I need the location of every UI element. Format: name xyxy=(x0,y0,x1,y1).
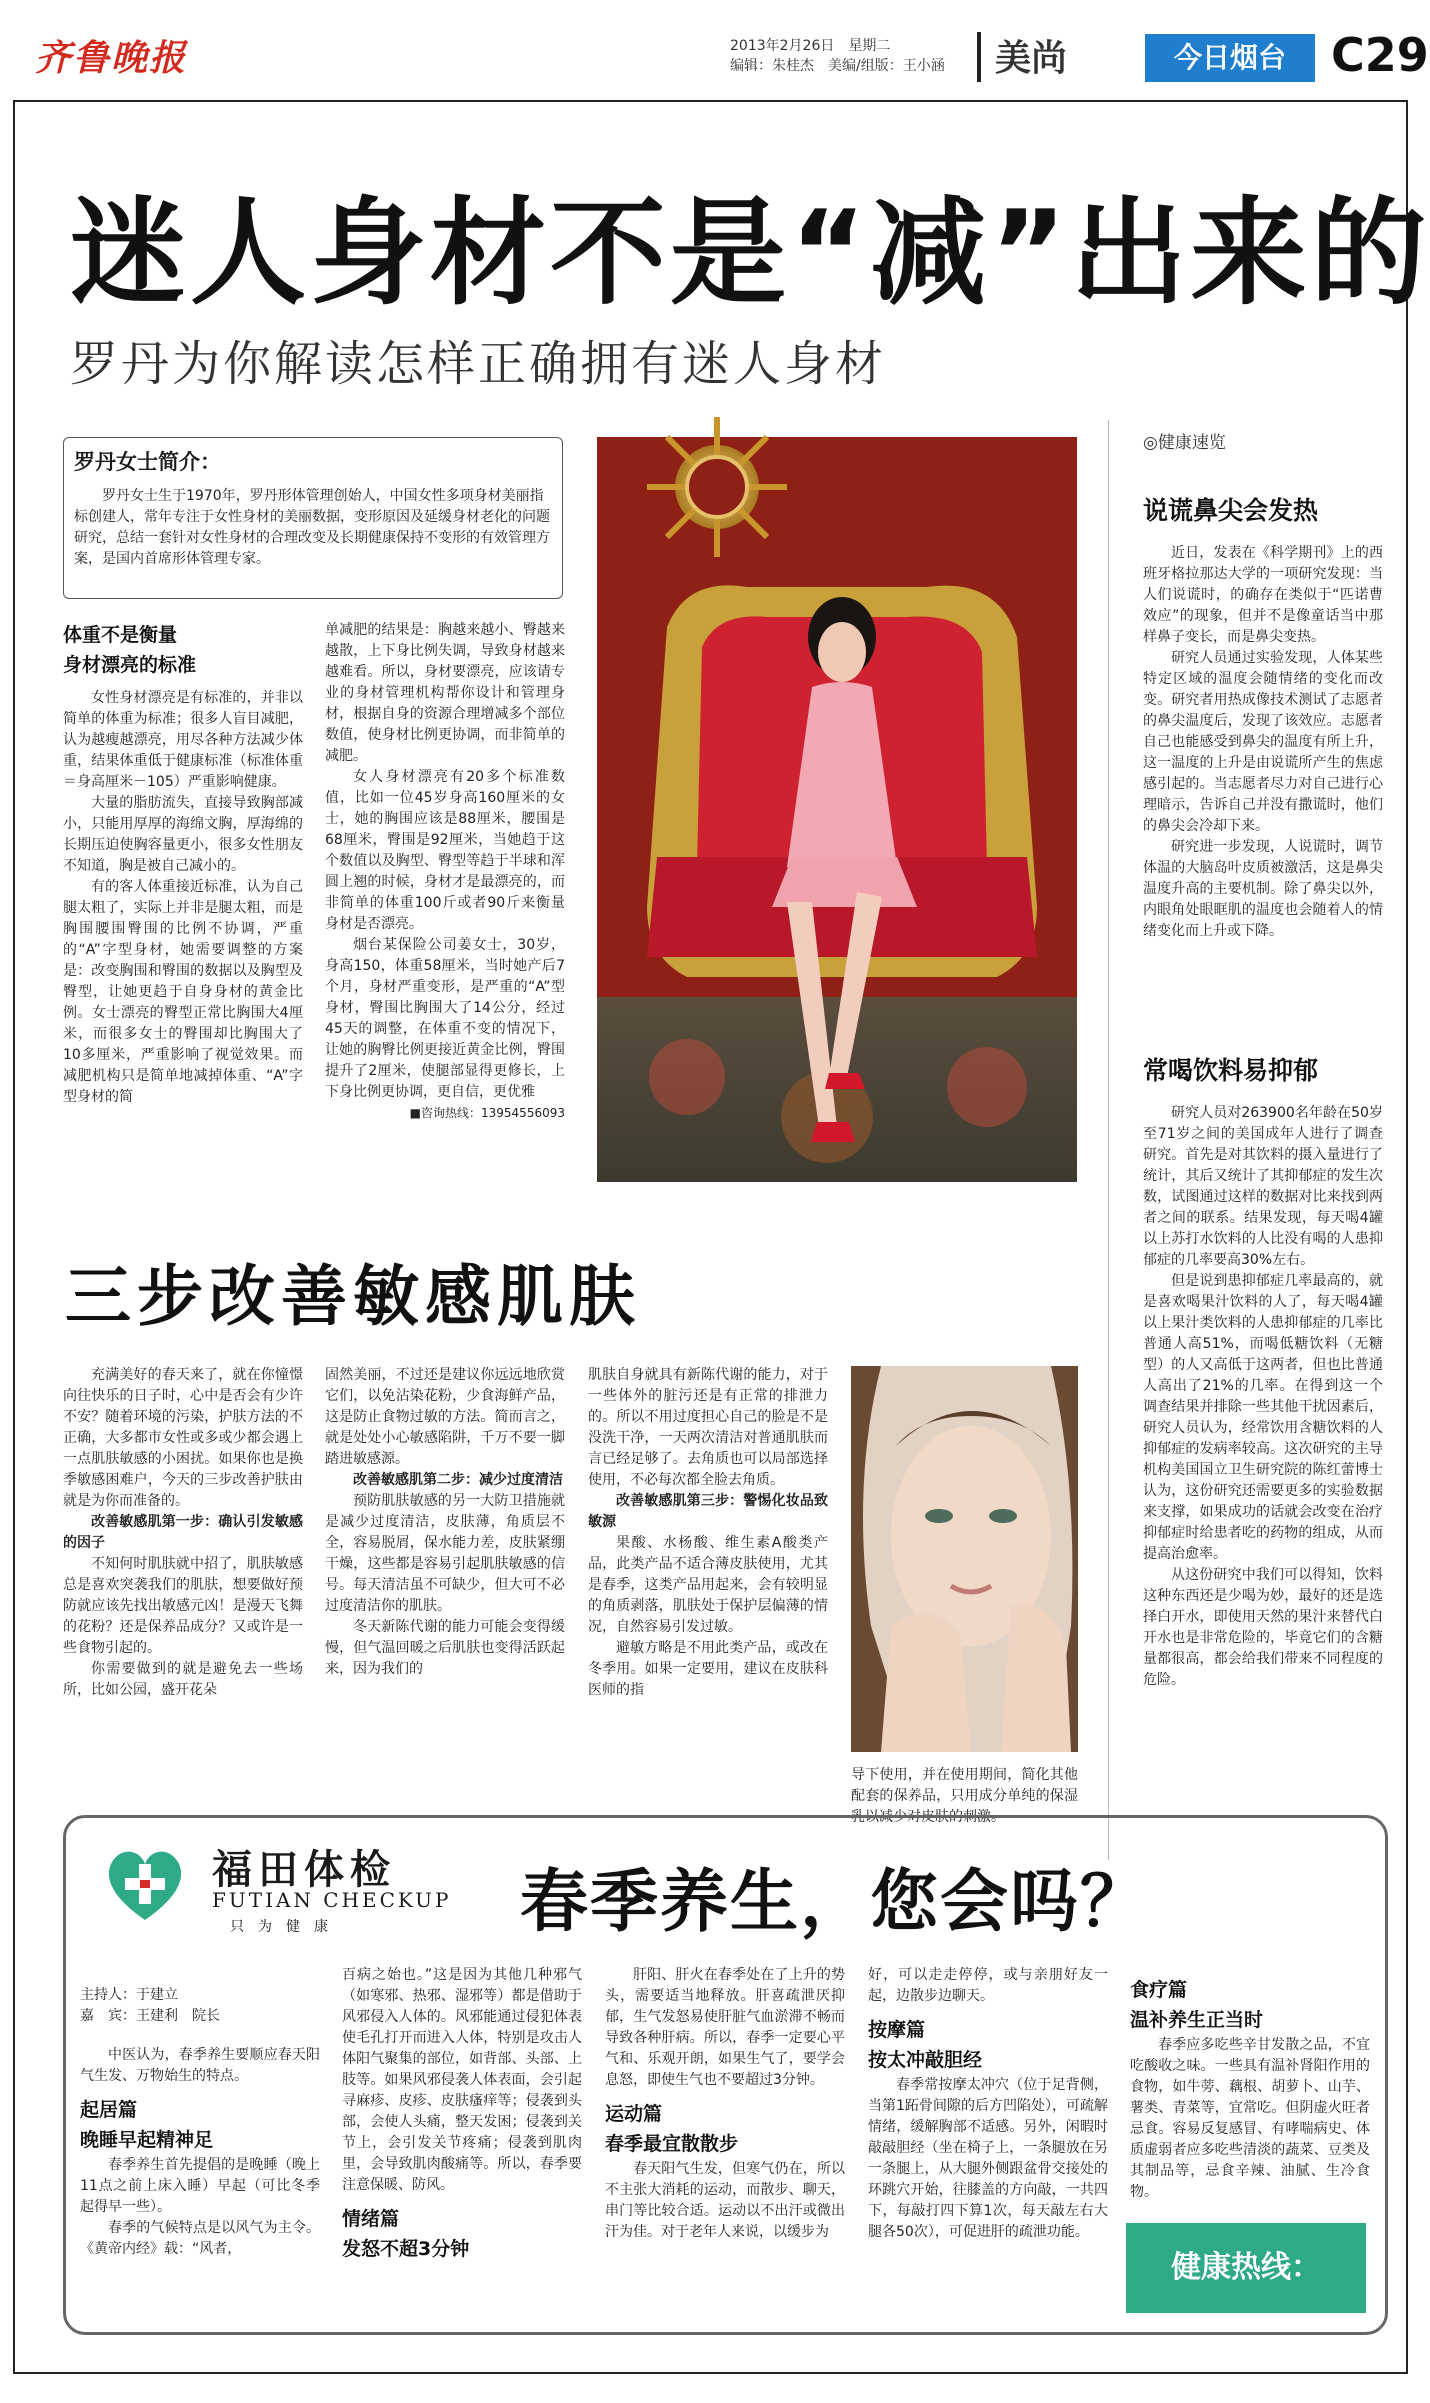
date: 2013年2月26日 星期二 xyxy=(730,38,891,54)
paragraph: 导下使用，并在使用期间，简化其他配套的保养品，只用成分单纯的保湿乳以减少对皮肤的刺激。 xyxy=(851,1767,1078,1825)
health-hotline-badge: 健康热线：6872222 xyxy=(1126,2223,1366,2313)
step-heading: 改善敏感肌第三步：警惕化妆品致敏源 xyxy=(588,1493,828,1530)
brand-name-cn: 福田体检 xyxy=(212,1847,396,1893)
ad-section-title: 按太冲敲胆经 xyxy=(868,2049,983,2071)
divider xyxy=(977,32,981,82)
step-heading: 改善敏感肌第二步：减少过度清洁 xyxy=(353,1472,563,1488)
masthead xyxy=(35,28,1429,92)
step-heading: 改善敏感肌第一步：确认引发敏感的因子 xyxy=(63,1514,303,1551)
paragraph: 肝阳、肝火在春季处在了上升的势头，需要适当地释放。肝喜疏泄厌抑郁，生气发怒易使肝脏气血淤滞不畅而导致各种肝病。所以，春季一定要心平气和、乐观开朗，如果生气了，要学会息怒，即使生气也不要超过3分钟。 xyxy=(605,1967,845,2088)
intro-title: 罗丹女士简介： xyxy=(74,450,221,474)
throne-portrait-image xyxy=(597,437,1077,1182)
paragraph: 春季常按摩太冲穴（位于足背侧，当第1跖骨间隙的后方凹陷处），可疏解情绪，缓解胸部不适感。另外，闲暇时敲敲胆经（坐在椅子上，一条腿放在另一条腿上，从大腿外侧跟盆骨交接处的环跳穴开始，往膝盖的方向敲，一共四下，每敲打四下算1次，每天敲左右大腿各50次），可促进肝的疏泄功能。 xyxy=(868,2077,1108,2240)
article1-col2 xyxy=(325,620,565,1124)
story-heading: 常喝饮料易抑郁 xyxy=(1143,1056,1319,1085)
heart-cross-icon xyxy=(100,1838,190,1928)
sidebar-story1 xyxy=(1143,496,1383,942)
subheadline: 罗丹为你解读怎样正确拥有迷人身材 xyxy=(70,336,887,392)
ad-section-title: 发怒不超3分钟 xyxy=(342,2238,470,2260)
ad-section-tag: 情绪篇 xyxy=(342,2208,400,2230)
brand-name-en: FUTIAN CHECKUP xyxy=(212,1888,452,1912)
ad-title: 春季养生，您会吗？ xyxy=(520,1863,1151,1942)
ad-section-title: 温补养生正当时 xyxy=(1130,2009,1264,2031)
newspaper-logo: 齐鲁晚报 xyxy=(35,37,188,79)
paragraph: 研究人员通过实验发现，人体某些特定区域的温度会随情绪的变化而改变。研究者用热成像技术测试了志愿者的鼻尖温度后，发现了该效应。志愿者自己也能感受到鼻尖的温度有所上升，这一温度的上升是由说谎所产生的焦虑感引起的。当志愿者尽力对自己进行心理暗示，告诉自己并没有撒谎时，他们的鼻尖会冷却下来。 xyxy=(1143,650,1383,834)
paragraph: 烟台某保险公司姜女士，30岁，身高150，体重58厘米，当时她产后7个月，身材严重变形，是严重的“A”型身材，臀围比胸围大了14公分，经过45天的调整，在体重不变的情况下，让她的胸臀比例更接近黄金比例，臀围提升了2厘米，使腿部显得更修长，上下身比例更协调，更自信，更优雅 xyxy=(325,937,565,1100)
paragraph: 近日，发表在《科学期刊》上的西班牙格拉那达大学的一项研究发现：当人们说谎时，的确存在类似于“匹诺曹效应”的现象，但并不是像童话当中那样鼻子变长，而是鼻尖变热。 xyxy=(1143,545,1383,645)
intro-box xyxy=(63,437,563,599)
date-line xyxy=(730,36,945,76)
page-number: C29 xyxy=(1331,28,1429,82)
paragraph: 大量的脂肪流失，直接导致胸部减小，只能用厚厚的海绵文胸，厚海绵的长期压迫使胸容量更小，很多女性朋友不知道，胸是被自己减小的。 xyxy=(63,795,303,874)
intro-text: 罗丹女士生于1970年，罗丹形体管理创始人，中国女性多项身材美丽指标创建人，常年专注于女性身材的美丽数据，变形原因及延缓身材老化的问题研究，总结一套针对女性身材的合理改变及长期健康保持不变形的有效管理方案，是国内首席形体管理专家。 xyxy=(74,488,550,567)
paragraph: 中医认为，春季养生要顺应春天阳气生发、万物始生的特点。 xyxy=(80,2047,320,2084)
paragraph: 避敏方略是不用此类产品，或改在冬季用。如果一定要用，建议在皮肤科医师的指 xyxy=(588,1640,828,1698)
ad-section-title: 晚睡早起精神足 xyxy=(80,2129,214,2151)
paragraph: 冬天新陈代谢的能力可能会变得缓慢，但气温回暖之后肌肤也变得活跃起来，因为我们的 xyxy=(325,1619,565,1677)
paragraph: 研究进一步发现，人说谎时，调节体温的大脑岛叶皮质被激活，这是鼻尖温度升高的主要机制。除了鼻尖以外，内眼角处眼眶肌的温度也会随着人的情绪变化而上升或下降。 xyxy=(1143,839,1383,939)
sidebar-story2 xyxy=(1143,1056,1383,1691)
article1-col1 xyxy=(63,620,303,1108)
ad-col5 xyxy=(1130,1975,1370,2203)
paragraph: 但是说到患抑郁症几率最高的，就是喜欢喝果汁饮料的人了，每天喝4罐以上果汁类饮料的人患抑郁症的几率比普通人高51%，而喝低糖饮料（无糖型）的人又高低于这两者，但也比普通人高出了21%的几率。在得到这一个调查结果并排除一些其他干扰因素后，研究人员认为，经常饮用含糖饮料的人抑郁症的发病率较高。这次研究的主导机构美国国立卫生研究院的陈红蕾博士认为，这份研究还需要更多的实验数据来支撑，如果成功的话就会改变在治疗抑郁症时给患者吃的药物的组成，从而提高治愈率。 xyxy=(1143,1273,1383,1562)
consult-hotline: ■咨询热线：13954556093 xyxy=(409,1106,565,1120)
article2-col2 xyxy=(325,1365,565,1680)
ad-col3 xyxy=(605,1965,845,2243)
ad-col4 xyxy=(868,1965,1108,2243)
paragraph: 有的客人体重接近标准，认为自己腿太粗了，实际上并非是腿太粗，而是胸围腰围臀围的比例不协调，严重的“A”字型身材，她需要调整的方案是：改变胸围和臀围的数据以及胸型及臀型，让她更趋于自身身材的黄金比例。女士漂亮的臀型正常比胸围大4厘米，而很多女士的臀围却比胸围大了10多厘米，严重影响了视觉效果。而减肥机构只是简单地减掉体重、“A”字型身材的简 xyxy=(63,879,303,1105)
paragraph: 女性身材漂亮是有标准的，并非以简单的体重为标准；很多人盲目减肥，认为越瘦越漂亮，用尽各种方法减少体重，结果体重低于健康标准（标准体重＝身高厘米－105）严重影响健康。 xyxy=(63,690,303,790)
guest-line: 嘉 宾：王建利 院长 xyxy=(80,2008,220,2024)
paragraph: 预防肌肤敏感的另一大防卫措施就是减少过度清洁，皮肤薄，角质层不全，容易脱屑，保水能力差，皮肤紧绷干燥，这些都是容易引起肌肤敏感的信号。每天清洁虽不可缺少，但大可不必过度清洁你的肌肤。 xyxy=(325,1493,565,1614)
article1-heading-a: 体重不是衡量 xyxy=(63,624,178,646)
photo-model-face xyxy=(851,1366,1078,1752)
section-name: 美尚 xyxy=(995,38,1068,79)
editors: 编辑：朱桂杰 美编/组版：王小涵 xyxy=(730,58,945,74)
ad-col2 xyxy=(342,1965,582,2264)
channel-chip: 今日烟台 xyxy=(1145,34,1315,82)
brand-slogan: 只 为 健 康 xyxy=(230,1919,328,1935)
paragraph: 女人身材漂亮有20多个标准数值，比如一位45岁身高160厘米的女士，她的胸围应该是88厘米，腰围是68厘米，臀围是92厘米，当她趋于这个数值以及胸型、臀型等趋于半球和浑圆上翘的时候，身材才是最漂亮的，而非简单的体重100斤或者90斤来衡量身材是否漂亮。 xyxy=(325,769,565,932)
ad-section-tag: 起居篇 xyxy=(80,2099,138,2121)
article2-col1 xyxy=(63,1365,303,1701)
paragraph: 好，可以走走停停，或与亲朋好友一起，边散步边聊天。 xyxy=(868,1967,1108,2004)
story-heading: 说谎鼻尖会发热 xyxy=(1143,496,1319,525)
paragraph: 你需要做到的就是避免去一些场所，比如公园，盛开花朵 xyxy=(63,1661,303,1698)
article1-heading-b: 身材漂亮的标准 xyxy=(63,654,197,676)
paragraph: 固然美丽，不过还是建议你远远地欣赏它们，以免沾染花粉，少食海鲜产品，这是防止食物过敏的方法。简而言之，就是处处小心敏感陷阱，千万不要一脚踏进敏感源。 xyxy=(325,1367,565,1467)
sidebar-tag: ◎健康速览 xyxy=(1143,433,1226,453)
paragraph: 春季养生首先提倡的是晚睡（晚上11点之前上床入睡）早起（可比冬季起得早一些）。 xyxy=(80,2157,320,2215)
paragraph: 不知何时肌肤就中招了，肌肤敏感总是喜欢突袭我们的肌肤，想要做好预防就应该先找出敏感元凶！是漫天飞舞的花粉？还是保养品成分？又或许是一些食物引起的。 xyxy=(63,1556,303,1656)
model-face-image xyxy=(851,1366,1078,1752)
paragraph: 肌肤自身就具有新陈代谢的能力，对于一些体外的脏污还是有正常的排泄力的。所以不用过度担心自己的脸是不是没洗干净，一天两次清洁对普通肌肤而言已经足够了。去角质也可以局部选择使用，不必每次都全脸去角质。 xyxy=(588,1367,828,1488)
paragraph: 单减肥的结果是：胸越来越小、臀越来越散，上下身比例失调，导致身材越来越难看。所以，身材要漂亮，应该请专业的身材管理机构帮你设计和管理身材，根据自身的资源合理增减多个部位数值，使身材比例更协调，而非简单的减肥。 xyxy=(325,622,565,764)
paragraph: 从这份研究中我们可以得知，饮料这种东西还是少喝为妙，最好的还是选择白开水，即使用天然的果汁来替代白开水也是非常危险的，毕竟它们的含糖量都很高，都会给我们带来不同程度的危险。 xyxy=(1143,1567,1383,1688)
ad-section-tag: 按摩篇 xyxy=(868,2019,926,2041)
paragraph: 春季的气候特点是以风气为主令。《黄帝内经》载：“风者， xyxy=(80,2220,320,2257)
ad-col1 xyxy=(80,1985,320,2260)
paragraph: 春季应多吃些辛甘发散之品，不宜吃酸收之味。一些具有温补肾阳作用的食物，如牛蒡、藕根、胡萝卜、山芋、薯类、青菜等，宜常吃。但阴虚火旺者忌食。容易反复感冒、有哮喘病史、体质虚弱者应多吃些清淡的蔬菜、豆类及其制品等，忌食辛辣、油腻、生冷食物。 xyxy=(1130,2037,1370,2200)
article2-col3 xyxy=(588,1365,828,1701)
paragraph: 百病之始也。”这是因为其他几种邪气（如寒邪、热邪、湿邪等）都是借助于风邪侵入人体的。风邪能通过侵犯体表使毛孔打开而进入人体，特别是攻击人体阳气聚集的部位，如背部、头部、上肢等。如果风邪侵袭人体表面，会引起寻麻疹、皮疹、皮肤瘙痒等；侵袭到头部，会使人头痛，整天发困；侵袭到关节上，会引发关节疼痛；侵袭到肌肉里，会导致肌肉酸痛等。所以，春季要注意保暖、防风。 xyxy=(342,1967,582,2193)
paragraph: 充满美好的春天来了，就在你憧憬向往快乐的日子时，心中是否会有少许不安？随着环境的污染，护肤方法的不正确，大多都市女性或多或少都会遇上一点肌肤敏感的小困扰。如果你也是换季敏感困难户，今天的三步改善护肤由就是为你而准备的。 xyxy=(63,1367,303,1509)
ad-section-tag: 食疗篇 xyxy=(1130,1979,1188,2001)
ad-section-tag: 运动篇 xyxy=(605,2103,663,2125)
article2-heading: 三步改善敏感肌肤 xyxy=(65,1258,641,1335)
paragraph: 研究人员对263900名年龄在50岁至71岁之间的美国成年人进行了调查研究。首先是对其饮料的摄入量进行了统计，其后又统计了其抑郁症的发生次数，试图通过这样的数据对比来找到两者之间的联系。结果发现，每天喝4罐以上苏打水饮料的人比没有喝的人患抑郁症的几率要高30%左右。 xyxy=(1143,1105,1383,1268)
paragraph: 春天阳气生发，但寒气仍在，所以不主张大消耗的运动，而散步、聊天，串门等比较合适。运动以不出汗或微出汗为佳。对于老年人来说，以缓步为 xyxy=(605,2161,845,2240)
paragraph: 果酸、水杨酸、维生素A酸类产品，此类产品不适合薄皮肤使用，尤其是春季，这类产品用起来，会有较明显的角质剥落，肌肤处于保护层偏薄的情况，自然容易引发过敏。 xyxy=(588,1535,828,1635)
host-line: 主持人：于建立 xyxy=(80,1987,178,2003)
headline: 迷人身材不是“减”出来的 xyxy=(70,186,1430,321)
ad-section-title: 春季最宜散散步 xyxy=(605,2133,739,2155)
photo-luodan xyxy=(597,437,1077,1182)
